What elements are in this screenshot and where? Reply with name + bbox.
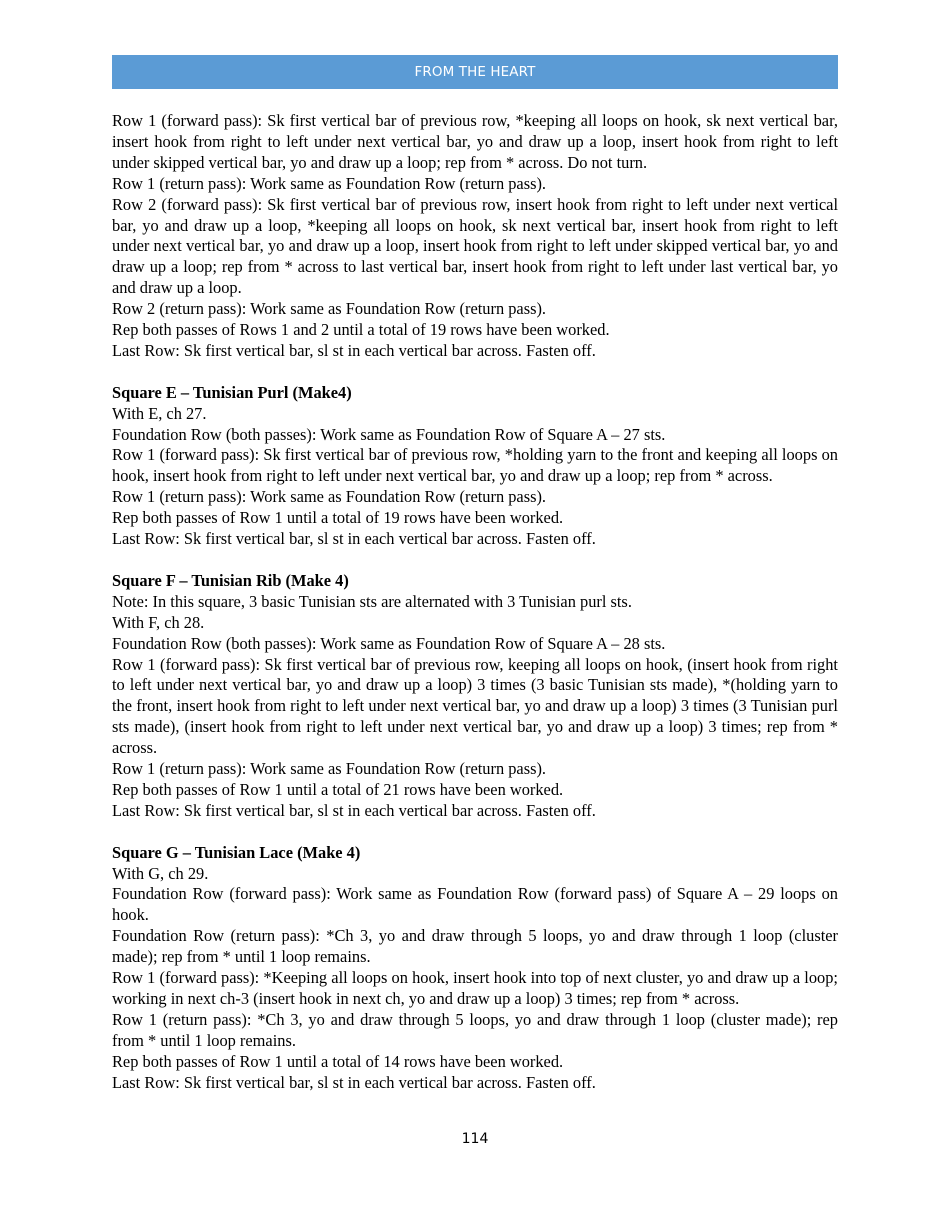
section-gap [112,822,838,843]
section-heading: Square G – Tunisian Lace (Make 4) [112,842,361,862]
paragraph: Last Row: Sk first vertical bar, sl st in each vertical bar across. Fasten off. [112,1072,596,1092]
paragraph: Row 1 (return pass): Work same as Foundation Row (return pass). [112,173,547,193]
paragraph: Foundation Row (forward pass): Work same as Foundation Row (forward pass) of Square A – 29 loops on hook. [112,884,838,925]
paragraph: Foundation Row (both passes): Work same as Foundation Row of Square A – 27 sts. [112,424,666,444]
page-number: 114 [461,1131,489,1147]
paragraph: Rep both passes of Row 1 until a total of 14 rows have been worked. [112,1051,564,1071]
paragraph: Row 1 (return pass): Work same as Foundation Row (return pass). [112,487,547,507]
paragraph: Foundation Row (both passes): Work same as Foundation Row of Square A – 28 sts. [112,633,666,653]
page-body [112,111,838,1094]
running-header [112,55,838,89]
paragraph: Row 1 (return pass): *Ch 3, yo and draw through 5 loops, yo and draw through 1 loop (cluster made); rep from * until 1 loop remains. [112,1009,838,1050]
paragraph: Note: In this square, 3 basic Tunisian sts are alternated with 3 Tunisian purl sts. [112,591,632,611]
paragraph: Last Row: Sk first vertical bar, sl st in each vertical bar across. Fasten off. [112,800,596,820]
paragraph: Row 2 (return pass): Work same as Foundation Row (return pass). [112,299,547,319]
section-gap [112,550,838,571]
paragraph: With G, ch 29. [112,863,209,883]
paragraph: Rep both passes of Rows 1 and 2 until a total of 19 rows have been worked. [112,320,610,340]
paragraph: With F, ch 28. [112,612,205,632]
paragraph: Rep both passes of Row 1 until a total of 19 rows have been worked. [112,508,564,528]
square-f-section [112,571,838,822]
square-e-section [112,383,838,550]
paragraph: Row 1 (forward pass): Sk first vertical bar of previous row, *holding yarn to the front and keeping all loops on hook, insert hook from right to left under next vertical bar, yo and draw up a loop; rep from * across. [112,445,838,486]
section-heading: Square F – Tunisian Rib (Make 4) [112,570,349,590]
paragraph: Last Row: Sk first vertical bar, sl st in each vertical bar across. Fasten off. [112,529,596,549]
paragraph: Row 1 (return pass): Work same as Foundation Row (return pass). [112,759,547,779]
paragraph: Last Row: Sk first vertical bar, sl st in each vertical bar across. Fasten off. [112,340,596,360]
paragraph: Row 1 (forward pass): Sk first vertical bar of previous row, keeping all loops on hook, (insert hook from right to left under next vertical bar, yo and draw up a loop) 3 times (3 basic Tunisian sts made), *(holding yarn to the front, insert hook from right to left under next vertical bar, yo and draw up a loop) 3 times (3 Tunisian purl sts made), (insert hook from right to left under next vertical bar, yo and draw up a loop) 3 times; rep from * across. [112,654,838,758]
paragraph: Foundation Row (return pass): *Ch 3, yo and draw through 5 loops, yo and draw through 1 loop (cluster made); rep from * until 1 loop remains. [112,926,838,967]
paragraph: Rep both passes of Row 1 until a total of 21 rows have been worked. [112,779,564,799]
section-heading: Square E – Tunisian Purl (Make4) [112,382,352,402]
running-header-title: FROM THE HEART [414,64,536,80]
section-gap [112,362,838,383]
paragraph: Row 2 (forward pass): Sk first vertical bar of previous row, insert hook from right to left under next vertical bar, yo and draw up a loop, *keeping all loops on hook, sk next vertical bar, insert hook from right to left under next vertical bar, yo and draw up a loop, insert hook from right to left under skipped vertical bar, yo and draw up a loop; rep from * across to last vertical bar, insert hook from right to left under last vertical bar, yo and draw up a loop. [112,194,838,298]
paragraph: Row 1 (forward pass): Sk first vertical bar of previous row, *keeping all loops on hook, sk next vertical bar, insert hook from right to left under next vertical bar, yo and draw up a loop, insert hook from right to left under skipped vertical bar, yo and draw up a loop; rep from * across. Do not turn. [112,111,838,172]
paragraph: Row 1 (forward pass): *Keeping all loops on hook, insert hook into top of next cluster, yo and draw up a loop; working in next ch-3 (insert hook in next ch, yo and draw up a loop) 3 times; rep from * across. [112,968,838,1009]
paragraph: With E, ch 27. [112,403,207,423]
square-g-section [112,843,838,1094]
